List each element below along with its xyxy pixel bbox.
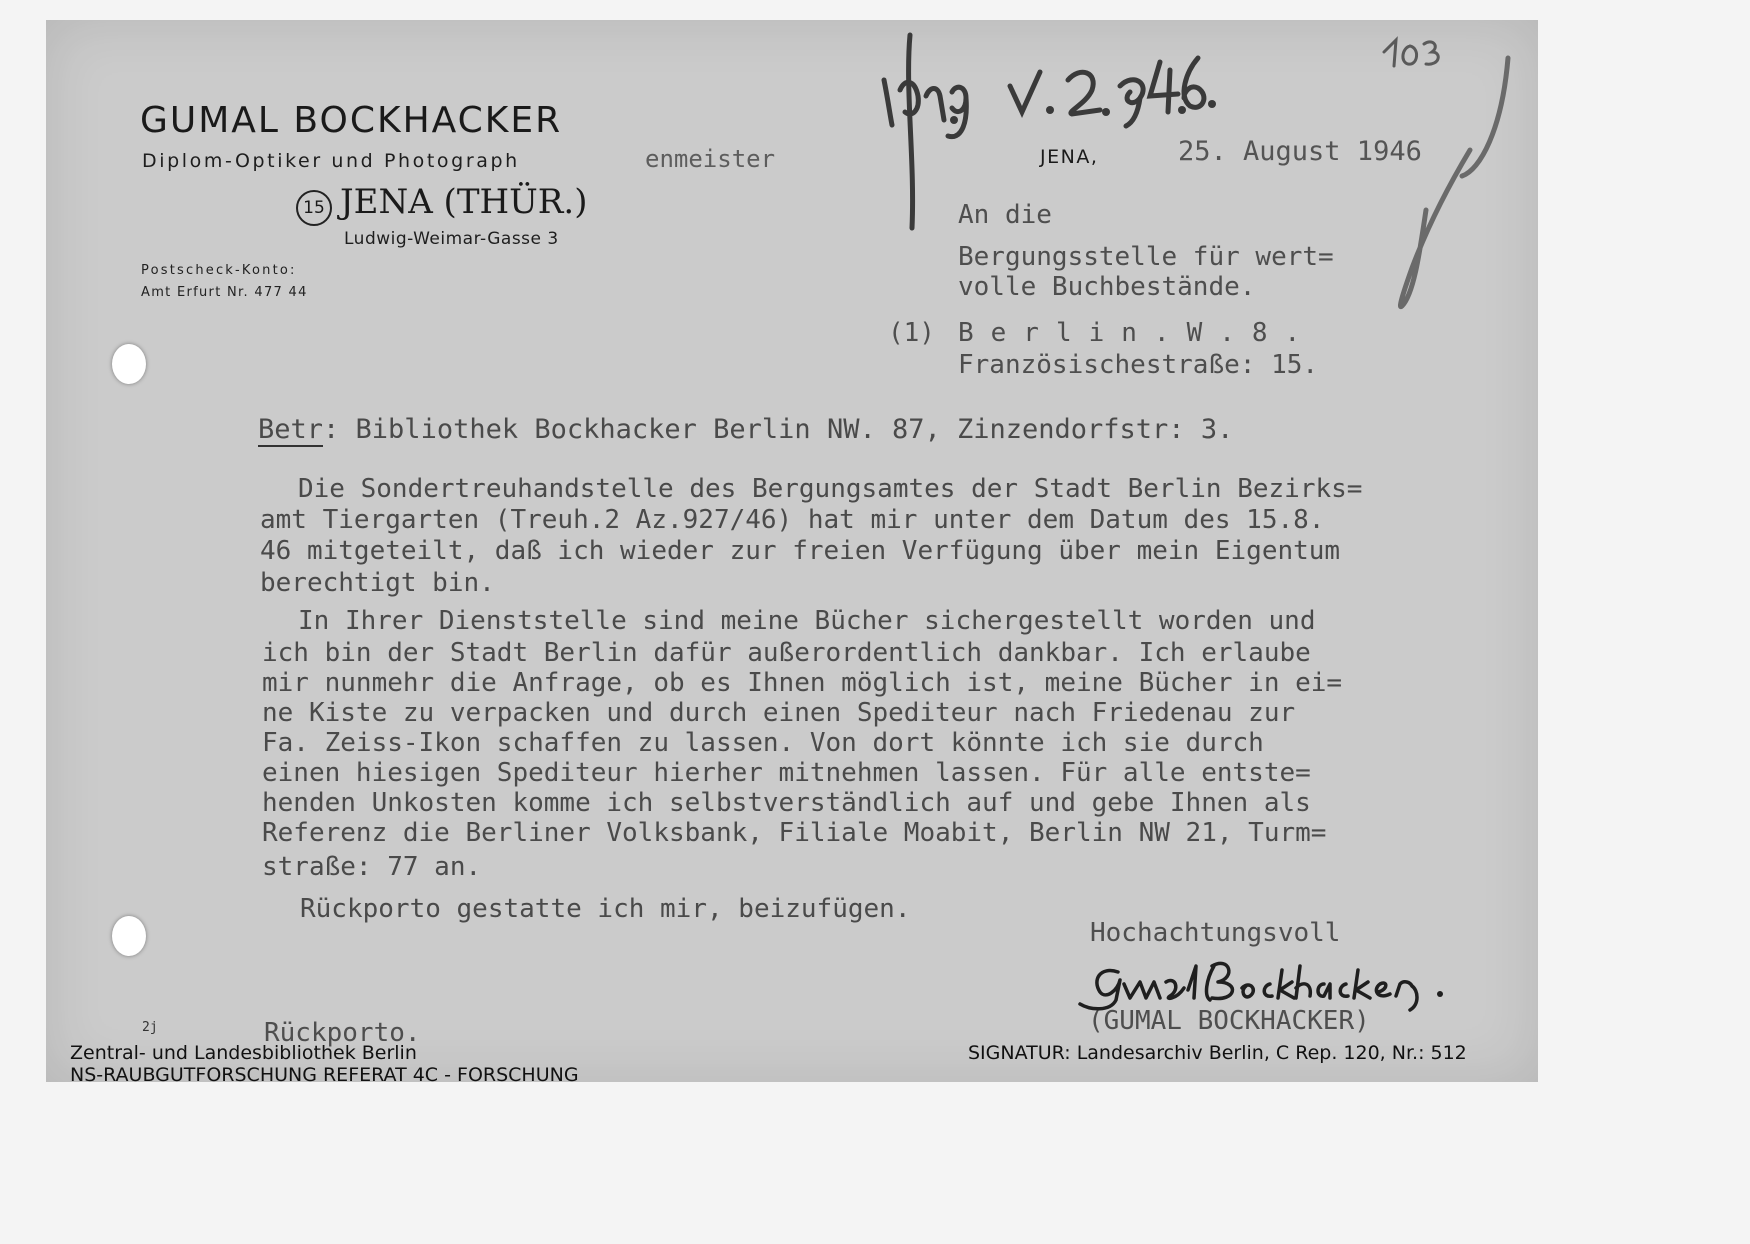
body-line: berechtigt bin. bbox=[260, 568, 495, 598]
archive-signature: SIGNATUR: Landesarchiv Berlin, C Rep. 120, Nr.: 512 bbox=[968, 1042, 1467, 1064]
enclosure-note: Rückporto. bbox=[264, 1018, 421, 1048]
recipient-line: Berlin.W.8. bbox=[958, 318, 1318, 348]
recipient-line: Französischestraße: 15. bbox=[958, 350, 1319, 380]
body-line: 46 mitgeteilt, daß ich wieder zur freien Verfügung über mein Eigentum bbox=[260, 536, 1341, 566]
archive-institution: Zentral- und Landesbibliothek Berlin bbox=[70, 1042, 417, 1064]
body-line: straße: 77 an. bbox=[262, 852, 482, 882]
body-line: ne Kiste zu verpacken und durch einen Spediteur nach Friedenau zur bbox=[262, 698, 1296, 728]
body-line: In Ihrer Dienststelle sind meine Bücher sichergestellt worden und bbox=[298, 606, 1316, 636]
recipient-line: volle Buchbestände. bbox=[958, 272, 1256, 302]
body-line: henden Unkosten komme ich selbstverständlich auf und gebe Ihnen als bbox=[262, 788, 1311, 818]
archive-department: NS-RAUBGUTFORSCHUNG REFERAT 4C - FORSCHUNG bbox=[70, 1064, 579, 1086]
body-line: ich bin der Stadt Berlin dafür außerordentlich dankbar. Ich erlaube bbox=[262, 638, 1311, 668]
recipient-line: Bergungsstelle für wert= bbox=[958, 242, 1334, 272]
dateline-date: 25. August 1946 bbox=[1178, 136, 1422, 167]
letterhead-street: Ludwig-Weimar-Gasse 3 bbox=[344, 229, 559, 249]
body-line: einen hiesigen Spediteur hierher mitnehmen lassen. Für alle entste= bbox=[262, 758, 1311, 788]
pencil-stroke bbox=[1400, 58, 1508, 307]
closing-salutation: Hochachtungsvoll bbox=[1090, 918, 1341, 948]
recipient-postal-district: (1) bbox=[888, 318, 935, 348]
small-mark: 2j bbox=[142, 1020, 158, 1035]
postscheck-label: Postscheck-Konto: bbox=[141, 263, 297, 278]
body-line: Referenz die Berliner Volksbank, Filiale Moabit, Berlin NW 21, Turm= bbox=[262, 818, 1327, 848]
letterhead-city: JENA (THÜR.) bbox=[340, 182, 588, 222]
closing-typed-name: (GUMAL BOCKHACKER) bbox=[1088, 1006, 1370, 1036]
letterhead-typed-addition: enmeister bbox=[645, 145, 776, 173]
body-line: Rückporto gestatte ich mir, beizufügen. bbox=[300, 894, 911, 924]
postal-district-badge: 15 bbox=[296, 190, 332, 226]
letterhead-name: GUMAL BOCKHACKER bbox=[140, 100, 563, 141]
subject-label: Betr bbox=[258, 414, 324, 445]
postscheck-number: Amt Erfurt Nr. 477 44 bbox=[141, 285, 308, 300]
letterhead-profession: Diplom-Optiker und Photograph bbox=[142, 150, 520, 172]
recipient-line: An die bbox=[958, 200, 1052, 230]
received-note-handwriting bbox=[884, 35, 1204, 228]
signature-handwriting bbox=[1080, 963, 1417, 1010]
body-line: Fa. Zeiss-Ikon schaffen zu lassen. Von dort könnte ich sie durch bbox=[262, 728, 1264, 758]
dateline-place: JENA, bbox=[1040, 146, 1099, 168]
body-line: Die Sondertreuhandstelle des Bergungsamtes der Stadt Berlin Bezirks= bbox=[298, 474, 1363, 504]
body-line: mir nunmehr die Anfrage, ob es Ihnen möglich ist, meine Bücher in ei= bbox=[262, 668, 1343, 698]
page-number-handwriting bbox=[1384, 40, 1438, 66]
body-line: amt Tiergarten (Treuh.2 Az.927/46) hat mir unter dem Datum des 15.8. bbox=[260, 505, 1325, 535]
signature-dot bbox=[1437, 991, 1443, 997]
subject-text: : Bibliothek Bockhacker Berlin NW. 87, Zinzendorfstr: 3. bbox=[323, 414, 1234, 445]
